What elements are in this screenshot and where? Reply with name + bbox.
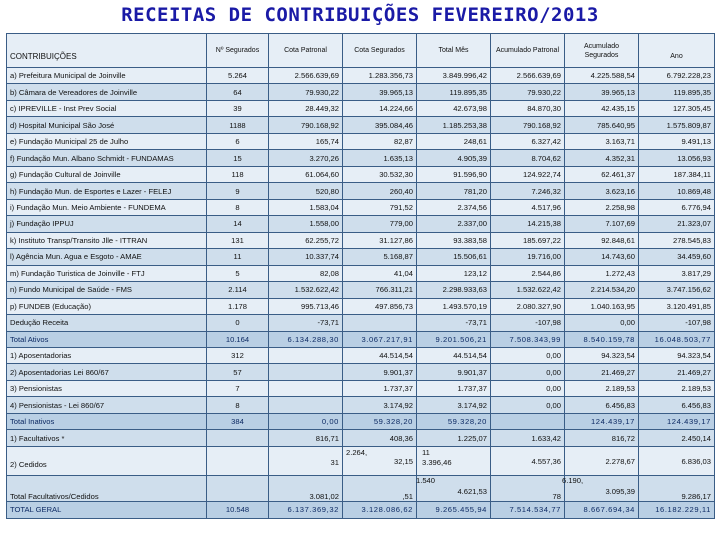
cota-patronal-cell (269, 397, 343, 413)
ano-cell: 187.384,11 (639, 166, 715, 182)
table-row (7, 347, 715, 363)
total-mes-cell: 44.514,54 (417, 347, 491, 363)
cota-segurados-cell: 39.965,13 (343, 84, 417, 100)
acum-patronal-cell: 2.566.639,69 (491, 68, 565, 84)
acum-patronal-cell: 78 (491, 476, 565, 501)
cota-patronal-cell (269, 364, 343, 380)
contributions-table (6, 33, 715, 519)
cota-segurados-cell: 779,00 (343, 216, 417, 232)
segurados-cell: 14 (207, 216, 269, 232)
segurados-cell: 15 (207, 150, 269, 166)
row-label: n) Fundo Municipal de Saúde - FMS (7, 282, 207, 298)
segurados-cell (207, 446, 269, 476)
cota-patronal-cell (269, 347, 343, 363)
ano-cell: 10.869,48 (639, 183, 715, 199)
row-label: e) Fundação Municipal 25 de Julho (7, 133, 207, 149)
total-mes-cell: 119.895,35 (417, 84, 491, 100)
acum-patronal-cell: 2.544,86 (491, 265, 565, 281)
cota-patronal-cell: 2.566.639,69 (269, 68, 343, 84)
segurados-cell (207, 476, 269, 501)
cota-segurados-cell: 3.128.086,62 (343, 501, 417, 518)
header-acumulado-segurados: Acumulado Segurados (565, 34, 639, 68)
header-ano: Ano (639, 34, 715, 68)
acum-segurados-cell: 14.743,60 (565, 249, 639, 265)
total-mes-bottom: 4.621,53 (457, 487, 487, 497)
cota-segurados-cell: 82,87 (343, 133, 417, 149)
ano-cell: -107,98 (639, 315, 715, 331)
cota-segurados-cell: 59.328,20 (343, 413, 417, 429)
cota-patronal-cell: 0,00 (269, 413, 343, 429)
ano-cell: 6.776,94 (639, 199, 715, 215)
table-row (7, 183, 715, 199)
row-label: 4) Pensionistas - Lei 860/67 (7, 397, 207, 413)
header-total-mes: Total Mês (417, 34, 491, 68)
acum-patronal-cell: 79.930,22 (491, 84, 565, 100)
row-label: Dedução Receita (7, 315, 207, 331)
cota-segurados-cell: 791,52 (343, 199, 417, 215)
row-label: Total Ativos (7, 331, 207, 347)
segurados-cell: 10.164 (207, 331, 269, 347)
acum-patronal-cell: 124.922,74 (491, 166, 565, 182)
row-label: k) Instituto Transp/Transito Jlle - ITTRAN (7, 232, 207, 248)
table-row (7, 430, 715, 446)
ano-cell: 21.469,27 (639, 364, 715, 380)
table-row (7, 232, 715, 248)
acum-patronal-cell: -107,98 (491, 315, 565, 331)
ano-cell: 21.323,07 (639, 216, 715, 232)
acum-segurados-cell: 62.461,37 (565, 166, 639, 182)
acum-patronal-cell: 4.557,36 (491, 446, 565, 476)
total-mes-cell: 123,12 (417, 265, 491, 281)
cota-patronal-cell: 520,80 (269, 183, 343, 199)
cota-segurados-cell: 3.174,92 (343, 397, 417, 413)
total-mes-cell: 1.737,37 (417, 380, 491, 396)
acum-segurados-cell: 8.667.694,34 (565, 501, 639, 518)
row-label: TOTAL GERAL (7, 501, 207, 518)
cota-segurados-cell: ,51 (343, 476, 417, 501)
segurados-cell: 1188 (207, 117, 269, 133)
segurados-cell: 312 (207, 347, 269, 363)
acum-segurados-cell: 0,00 (565, 315, 639, 331)
total-mes-cell: 1.225,07 (417, 430, 491, 446)
segurados-cell: 8 (207, 199, 269, 215)
segurados-cell: 64 (207, 84, 269, 100)
acum-segurados-cell: 1.272,43 (565, 265, 639, 281)
acum-segurados-cell: 2.214.534,20 (565, 282, 639, 298)
table-row (7, 133, 715, 149)
total-mes-cell: 59.328,20 (417, 413, 491, 429)
total-mes-cell: 3.849.996,42 (417, 68, 491, 84)
cota-patronal-cell: 1.532.622,42 (269, 282, 343, 298)
table-row (7, 265, 715, 281)
ano-cell: 127.305,45 (639, 100, 715, 116)
acum-segurados-cell: 4.352,31 (565, 150, 639, 166)
ano-cell: 94.323,54 (639, 347, 715, 363)
cota-segurados-cell: 1.635,13 (343, 150, 417, 166)
table-row (7, 150, 715, 166)
cota-patronal-cell: 1.558,00 (269, 216, 343, 232)
acum-segurados-cell: 3.163,71 (565, 133, 639, 149)
segurados-cell: 9 (207, 183, 269, 199)
acum-patronal-cell: 185.697,22 (491, 232, 565, 248)
table-row (7, 216, 715, 232)
acum-segurados-cell: 39.965,13 (565, 84, 639, 100)
acum-patronal-cell: 790.168,92 (491, 117, 565, 133)
acum-patronal-cell: 1.532.622,42 (491, 282, 565, 298)
total-mes-cell: 9.901,37 (417, 364, 491, 380)
cota-segurados-cell: 3.067.217,91 (343, 331, 417, 347)
total-mes-cell: 1.493.570,19 (417, 298, 491, 314)
header-segurados: Nº Segurados (207, 34, 269, 68)
acum-segurados-cell: 6.456,83 (565, 397, 639, 413)
acum-segurados-bottom: 3.095,39 (605, 487, 635, 497)
acum-patronal-cell: 4.517,96 (491, 199, 565, 215)
ano-cell: 3.747.156,62 (639, 282, 715, 298)
acum-patronal-cell: 8.704,62 (491, 150, 565, 166)
cota-patronal-cell: 816,71 (269, 430, 343, 446)
ano-cell: 9.491,13 (639, 133, 715, 149)
cota-patronal-cell: 3.270,26 (269, 150, 343, 166)
total-facultativos-row (7, 476, 715, 501)
table-row (7, 117, 715, 133)
segurados-cell: 0 (207, 315, 269, 331)
table-row (7, 166, 715, 182)
acum-segurados-cell: 785.640,95 (565, 117, 639, 133)
acum-patronal-cell: 14.215,38 (491, 216, 565, 232)
ano-cell: 278.545,83 (639, 232, 715, 248)
row-label: b) Câmara de Vereadores de Joinville (7, 84, 207, 100)
acum-patronal-cell: 19.716,00 (491, 249, 565, 265)
total-mes-cell: 2.374,56 (417, 199, 491, 215)
row-label: Total Facultativos/Cedidos (7, 476, 207, 501)
cota-segurados-cell (343, 315, 417, 331)
acum-patronal-cell: 6.327,42 (491, 133, 565, 149)
header-acumulado-patronal: Acumulado Patronal (491, 34, 565, 68)
cota-segurados-cell: 44.514,54 (343, 347, 417, 363)
segurados-cell: 6 (207, 133, 269, 149)
row-label: h) Fundação Mun. de Esportes e Lazer - FELEJ (7, 183, 207, 199)
cota-segurados-top: 2.264, (346, 447, 368, 457)
cota-segurados-cell: 408,36 (343, 430, 417, 446)
ano-cell: 6.456,83 (639, 397, 715, 413)
cota-segurados-cell: 5.168,87 (343, 249, 417, 265)
cota-patronal-cell: 995.713,46 (269, 298, 343, 314)
segurados-cell: 5.264 (207, 68, 269, 84)
row-label: 2) Cedidos (7, 446, 207, 476)
cota-patronal-cell: 6.134.288,30 (269, 331, 343, 347)
row-label: 1) Facultativos * (7, 430, 207, 446)
row-label: 3) Pensionistas (7, 380, 207, 396)
segurados-cell: 384 (207, 413, 269, 429)
cota-segurados-bottom: 32,15 (393, 456, 413, 466)
table-row (7, 315, 715, 331)
total-ativos-row (7, 331, 715, 347)
total-mes-top: 1.540 (416, 476, 436, 486)
ano-cell: 2.450,14 (639, 430, 715, 446)
row-label: 1) Aposentadorias (7, 347, 207, 363)
segurados-cell: 5 (207, 265, 269, 281)
ano-cell: 3.817,29 (639, 265, 715, 281)
total-mes-cell: 9.201.506,21 (417, 331, 491, 347)
total-mes-cell: 42.673,98 (417, 100, 491, 116)
table-row (7, 298, 715, 314)
cota-patronal-cell: 79.930,22 (269, 84, 343, 100)
acum-patronal-cell: 7.514.534,77 (491, 501, 565, 518)
total-mes-cell: 4.905,39 (417, 150, 491, 166)
total-mes-cell: -73,71 (417, 315, 491, 331)
ano-cell: 6.792.228,23 (639, 68, 715, 84)
table-row (7, 364, 715, 380)
acum-segurados-cell: 94.323,54 (565, 347, 639, 363)
header-row (7, 34, 715, 68)
table-row (7, 100, 715, 116)
total-mes-cell: 9.265.455,94 (417, 501, 491, 518)
acum-patronal-cell: 0,00 (491, 347, 565, 363)
acum-segurados-cell: 7.107,69 (565, 216, 639, 232)
cota-patronal-cell: 10.337,74 (269, 249, 343, 265)
acum-segurados-cell: 1.040.163,95 (565, 298, 639, 314)
row-label: g) Fundação Cultural de Joinville (7, 166, 207, 182)
acum-patronal-cell: 0,00 (491, 380, 565, 396)
total-mes-cell (417, 446, 491, 476)
table-row (7, 249, 715, 265)
acum-patronal-cell: 2.080.327,90 (491, 298, 565, 314)
segurados-cell: 7 (207, 380, 269, 396)
ano-cell: 6.836,03 (639, 446, 715, 476)
acum-patronal-cell: 0,00 (491, 364, 565, 380)
segurados-cell: 10.548 (207, 501, 269, 518)
segurados-cell: 57 (207, 364, 269, 380)
acum-patronal-cell: 1.633,42 (491, 430, 565, 446)
total-geral-row (7, 501, 715, 518)
ano-cell: 124.439,17 (639, 413, 715, 429)
total-mes-top: 11 (422, 447, 430, 457)
row-label: 2) Aposentadorias Lei 860/67 (7, 364, 207, 380)
ano-cell: 16.182.229,11 (639, 501, 715, 518)
acum-segurados-cell: 816,72 (565, 430, 639, 446)
table-row (7, 199, 715, 215)
total-mes-cell: 1.185.253,38 (417, 117, 491, 133)
table-row (7, 380, 715, 396)
total-mes-cell: 248,61 (417, 133, 491, 149)
acum-patronal-cell: 84.870,30 (491, 100, 565, 116)
row-label: i) Fundação Mun. Meio Ambiente - FUNDEMA (7, 199, 207, 215)
total-mes-cell: 781,20 (417, 183, 491, 199)
cota-patronal-cell: 790.168,92 (269, 117, 343, 133)
cota-patronal-cell: 61.064,60 (269, 166, 343, 182)
ano-cell: 13.056,93 (639, 150, 715, 166)
cota-segurados-cell: 1.283.356,73 (343, 68, 417, 84)
ano-cell: 9.286,17 (639, 476, 715, 501)
cedidos-row (7, 446, 715, 476)
row-label: m) Fundação Turistica de Joinville - FTJ (7, 265, 207, 281)
segurados-cell: 11 (207, 249, 269, 265)
header-contribuicoes: CONTRIBUIÇÕES (7, 34, 207, 68)
segurados-cell: 1.178 (207, 298, 269, 314)
cota-segurados-cell: 30.532,30 (343, 166, 417, 182)
acum-segurados-cell: 124.439,17 (565, 413, 639, 429)
header-cota-patronal: Cota Patronal (269, 34, 343, 68)
acum-segurados-cell: 2.278,67 (565, 446, 639, 476)
acum-segurados-cell: 2.258,98 (565, 199, 639, 215)
row-label: c) IPREVILLE - Inst Prev Social (7, 100, 207, 116)
cota-segurados-cell: 766.311,21 (343, 282, 417, 298)
acum-segurados-cell: 4.225.588,54 (565, 68, 639, 84)
table-row (7, 282, 715, 298)
row-label: Total Inativos (7, 413, 207, 429)
ano-cell: 119.895,35 (639, 84, 715, 100)
row-label: j) Fundação IPPUJ (7, 216, 207, 232)
ano-cell: 2.189,53 (639, 380, 715, 396)
cota-segurados-cell: 41,04 (343, 265, 417, 281)
cota-segurados-cell: 31.127,86 (343, 232, 417, 248)
cota-segurados-cell: 260,40 (343, 183, 417, 199)
cota-patronal-cell: 6.137.369,32 (269, 501, 343, 518)
cota-segurados-cell (343, 446, 417, 476)
acum-segurados-cell: 21.469,27 (565, 364, 639, 380)
cota-patronal-cell: 82,08 (269, 265, 343, 281)
segurados-cell: 39 (207, 100, 269, 116)
acum-segurados-cell: 42.435,15 (565, 100, 639, 116)
cota-segurados-cell: 14.224,66 (343, 100, 417, 116)
cota-segurados-cell: 395.084,46 (343, 117, 417, 133)
row-label: p) FUNDEB (Educação) (7, 298, 207, 314)
cota-patronal-cell: 1.583,04 (269, 199, 343, 215)
total-inativos-row (7, 413, 715, 429)
acum-patronal-cell: 7.246,32 (491, 183, 565, 199)
table-row (7, 397, 715, 413)
acum-segurados-cell: 8.540.159,78 (565, 331, 639, 347)
ano-cell: 16.048.503,77 (639, 331, 715, 347)
segurados-cell: 2.114 (207, 282, 269, 298)
total-mes-bottom: 3.396,46 (422, 457, 452, 467)
cota-patronal-cell: -73,71 (269, 315, 343, 331)
total-mes-cell: 2.298.933,63 (417, 282, 491, 298)
cota-patronal-cell: 31 (269, 446, 343, 476)
row-label: l) Agência Mun. Agua e Esgoto - AMAE (7, 249, 207, 265)
cota-patronal-cell (269, 380, 343, 396)
acum-patronal-cell (491, 413, 565, 429)
cota-patronal-cell: 62.255,72 (269, 232, 343, 248)
segurados-cell (207, 430, 269, 446)
acum-segurados-top: 6.190, (562, 476, 584, 486)
cota-segurados-cell: 1.737,37 (343, 380, 417, 396)
cota-segurados-cell: 497.856,73 (343, 298, 417, 314)
total-mes-cell: 91.596,90 (417, 166, 491, 182)
acum-segurados-cell: 2.189,53 (565, 380, 639, 396)
cota-patronal-cell: 165,74 (269, 133, 343, 149)
acum-segurados-cell: 3.623,16 (565, 183, 639, 199)
segurados-cell: 131 (207, 232, 269, 248)
total-mes-cell: 3.174,92 (417, 397, 491, 413)
page-title: RECEITAS DE CONTRIBUIÇÕES FEVEREIRO/2013 (121, 4, 599, 26)
acum-segurados-cell: 92.848,61 (565, 232, 639, 248)
acum-segurados-cell (562, 476, 639, 501)
cota-segurados-cell: 9.901,37 (343, 364, 417, 380)
total-mes-cell (417, 476, 491, 501)
cota-patronal-cell: 3.081,02 (269, 476, 343, 501)
table-row (7, 84, 715, 100)
row-label: a) Prefeitura Municipal de Joinville (7, 68, 207, 84)
table-row (7, 68, 715, 84)
acum-patronal-cell: 0,00 (491, 397, 565, 413)
acum-patronal-cell: 7.508.343,99 (491, 331, 565, 347)
segurados-cell: 118 (207, 166, 269, 182)
total-mes-cell: 2.337,00 (417, 216, 491, 232)
cota-patronal-cell: 28.449,32 (269, 100, 343, 116)
ano-cell: 3.120.491,85 (639, 298, 715, 314)
ano-cell: 1.575.809,87 (639, 117, 715, 133)
segurados-cell: 8 (207, 397, 269, 413)
row-label: f) Fundação Mun. Albano Schmidt - FUNDAMAS (7, 150, 207, 166)
ano-cell: 34.459,60 (639, 249, 715, 265)
total-mes-cell: 15.506,61 (417, 249, 491, 265)
row-label: d) Hospital Municipal São José (7, 117, 207, 133)
total-mes-cell: 93.383,58 (417, 232, 491, 248)
header-cota-segurados: Cota Segurados (343, 34, 417, 68)
